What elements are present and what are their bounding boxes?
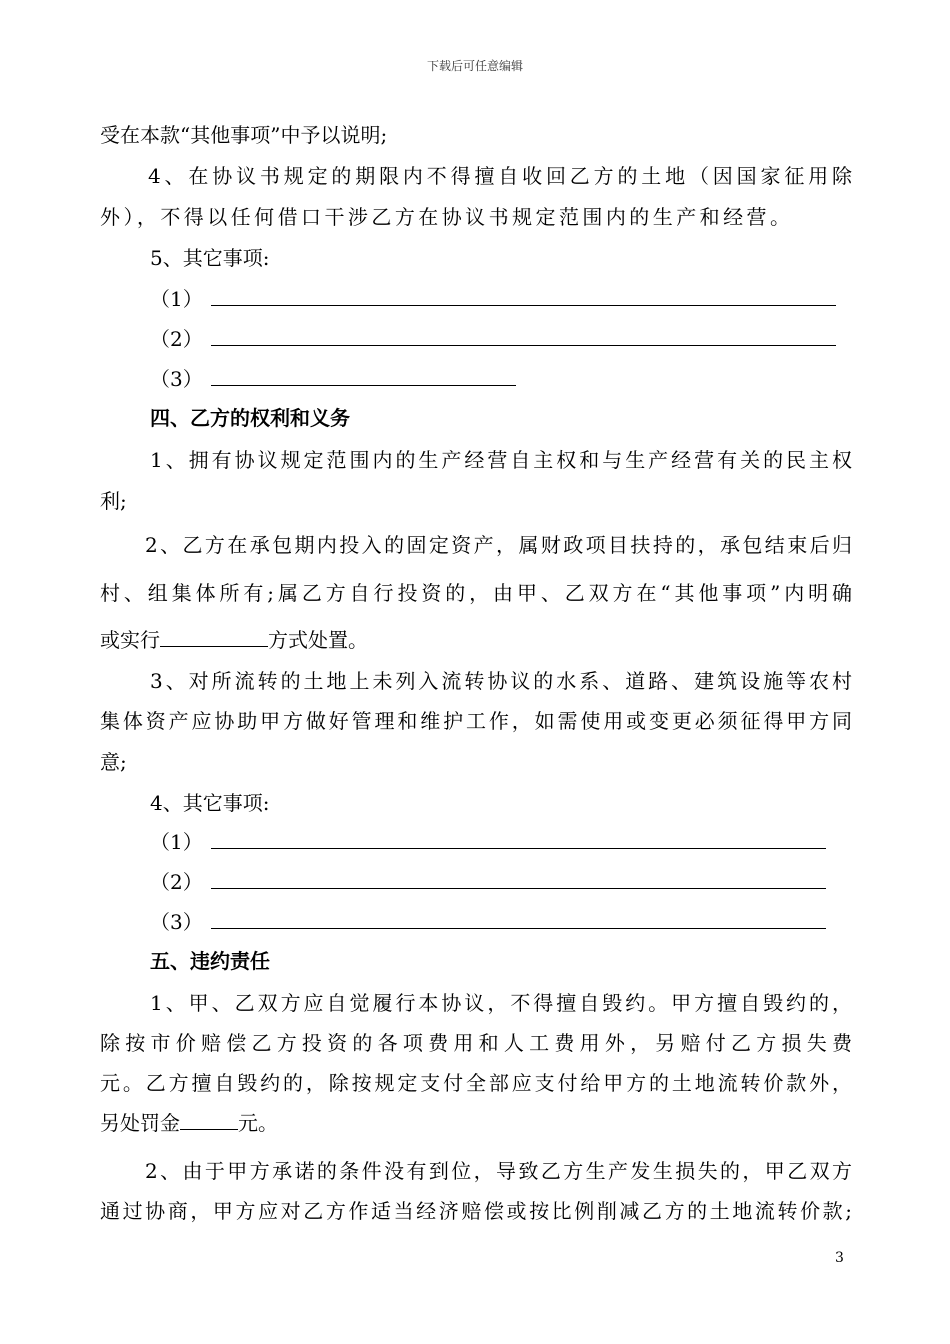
- blank-item: [150, 325, 902, 353]
- blank-item: [150, 868, 902, 896]
- paragraph-line: 1、甲、乙双方应自觉履行本协议，不得擅自毁约。甲方擅自毁约的，: [150, 991, 852, 1015]
- paragraph-line: 2、由于甲方承诺的条件没有到位，导致乙方生产发生损失的，甲乙双方: [145, 1159, 852, 1183]
- paragraph-line: 4、其它事项:: [150, 791, 270, 815]
- paragraph-line: [100, 1109, 852, 1137]
- item-label: （2）: [150, 870, 203, 894]
- section-heading: 五、违约责任: [150, 949, 270, 973]
- paragraph-line: 5、其它事项:: [150, 246, 270, 270]
- blank-item: [150, 908, 902, 936]
- paragraph-line: 元。乙方擅自毁约的，除按规定支付全部应支付给甲方的土地流转价款外，: [100, 1071, 852, 1095]
- text-segment: 另处罚金: [100, 1111, 180, 1135]
- text-segment: 元。: [238, 1111, 278, 1135]
- paragraph-line: 意;: [100, 750, 127, 774]
- paragraph-line: 3、对所流转的土地上未列入流转协议的水系、道路、建筑设施等农村: [150, 669, 852, 693]
- item-label: （1）: [150, 287, 203, 311]
- paragraph-line: 4、在协议书规定的期限内不得擅自收回乙方的土地（因国家征用除: [148, 164, 852, 188]
- text-segment: 或实行: [100, 628, 160, 652]
- fill-in-blank[interactable]: [211, 908, 826, 929]
- paragraph-line: [100, 626, 852, 654]
- fill-in-blank[interactable]: [160, 626, 268, 647]
- paragraph-line: 受在本款“其他事项”中予以说明;: [100, 123, 388, 147]
- item-label: （1）: [150, 830, 203, 854]
- paragraph-line: 利;: [100, 489, 127, 513]
- page-number: 3: [835, 1250, 844, 1266]
- paragraph-line: 通过协商，甲方应对乙方作适当经济赔偿或按比例削减乙方的土地流转价款;: [100, 1199, 852, 1223]
- fill-in-blank[interactable]: [211, 828, 826, 849]
- fill-in-blank[interactable]: [180, 1109, 238, 1130]
- fill-in-blank[interactable]: [211, 285, 836, 306]
- blank-item: [150, 285, 902, 313]
- paragraph-line: 集体资产应协助甲方做好管理和维护工作，如需使用或变更必须征得甲方同: [100, 709, 852, 733]
- paragraph-line: 除按市价赔偿乙方投资的各项费用和人工费用外，另赔付乙方损失费: [100, 1031, 852, 1055]
- item-label: （2）: [150, 327, 203, 351]
- paragraph-line: 村、组集体所有;属乙方自行投资的，由甲、乙双方在“其他事项”内明确: [100, 581, 852, 605]
- paragraph-line: 外），不得以任何借口干涉乙方在协议书规定范围内的生产和经营。: [100, 205, 790, 229]
- fill-in-blank[interactable]: [211, 365, 516, 386]
- blank-item: [150, 828, 902, 856]
- paragraph-line: 2、乙方在承包期内投入的固定资产，属财政项目扶持的，承包结束后归: [145, 533, 852, 557]
- item-label: （3）: [150, 910, 203, 934]
- blank-item: [150, 365, 902, 393]
- paragraph-line: 1、拥有协议规定范围内的生产经营自主权和与生产经营有关的民主权: [150, 448, 852, 472]
- item-label: （3）: [150, 367, 203, 391]
- text-segment: 方式处置。: [268, 628, 368, 652]
- fill-in-blank[interactable]: [211, 868, 826, 889]
- fill-in-blank[interactable]: [211, 325, 836, 346]
- section-heading: 四、乙方的权利和义务: [150, 406, 350, 430]
- page-header: 下载后可任意编辑: [426, 59, 523, 73]
